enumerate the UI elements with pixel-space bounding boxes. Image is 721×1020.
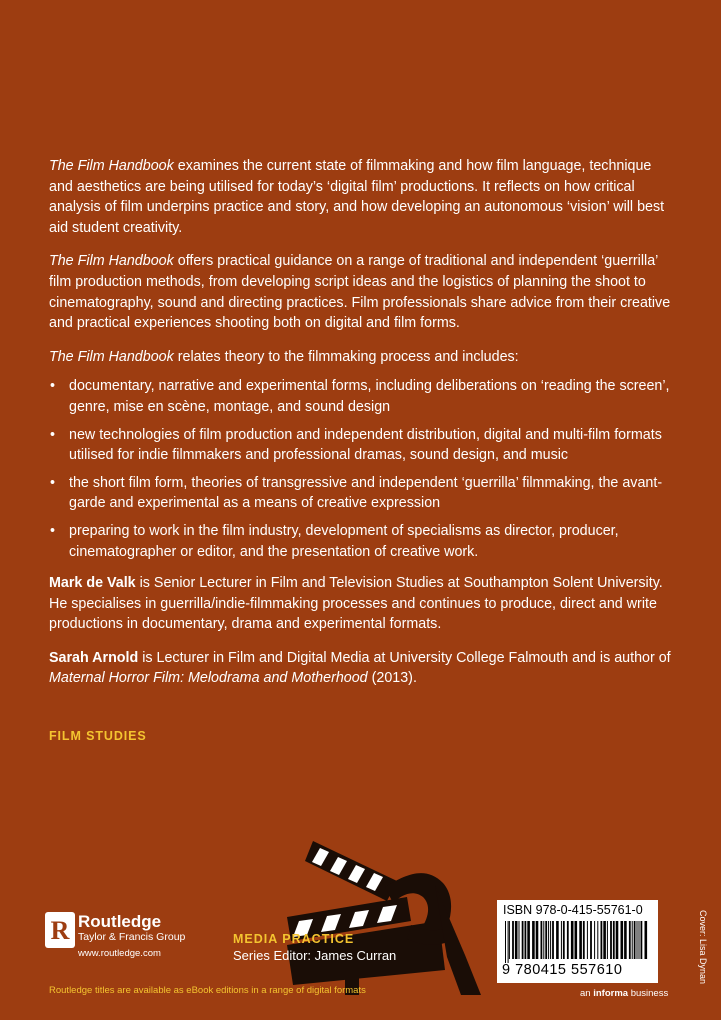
barcode-bar	[552, 921, 554, 959]
barcode-bar	[632, 921, 633, 959]
subject-category: FILM STUDIES	[49, 729, 147, 743]
informa-tagline	[580, 988, 668, 999]
informa-prefix: an	[580, 988, 594, 999]
isbn-barcode	[497, 900, 658, 983]
barcode-bar	[613, 921, 615, 959]
barcode-bar	[594, 921, 595, 959]
svg-text:R: R	[50, 916, 70, 945]
barcode-bar	[536, 921, 539, 959]
barcode-bar	[563, 921, 565, 959]
barcode-bar	[587, 921, 588, 959]
barcode-bar	[601, 921, 603, 959]
publisher-url[interactable]: www.routledge.com	[78, 948, 161, 959]
blurb-paragraph-2	[49, 251, 674, 333]
barcode-bar	[556, 921, 559, 959]
barcode-bar	[603, 921, 606, 959]
barcode-bar	[527, 921, 530, 959]
barcode-bar	[641, 921, 643, 959]
publisher-name: Routledge	[78, 912, 162, 931]
book-title: The Film Handbook	[49, 158, 174, 174]
blurb-paragraph-3	[49, 347, 674, 368]
blurb-text: relates theory to the filmmaking process and includes:	[173, 348, 519, 365]
barcode-bar	[567, 921, 569, 959]
clapperboard-icon	[225, 825, 485, 995]
barcode-bar	[522, 921, 524, 959]
barcode-bar	[624, 921, 627, 959]
series-editor: Series Editor: James Curran	[233, 948, 397, 963]
feature-item: • preparing to work in the film industry, development of specialisms as director, producer, cinematographer or editor, and the presentation of creative work.	[49, 521, 674, 562]
barcode-bar	[548, 921, 549, 959]
author-bio-text: is Senior Lecturer in Film and Television Studies at Southampton Solent University. He specialises in guerrilla/indie-filmmaking processes and continues to produce, direct and write productions in documentary, drama and experimental formats.	[49, 575, 663, 633]
barcode-bar	[629, 921, 631, 959]
barcode-bar	[512, 921, 514, 959]
barcode-bar	[532, 921, 535, 959]
barcode-bar	[519, 921, 520, 959]
barcode-bar	[543, 921, 544, 959]
publisher-block	[78, 913, 185, 960]
blurb-text: examines the current state of filmmaking and how film language, technique and aesthetics are being utilised for today’s ‘digital film’ productions. It reflects on how critical analysis of film underpins practice and story, and how developing an autonomous ‘vision’ will best aid student creativity.	[49, 158, 665, 236]
barcode-bar	[639, 921, 640, 959]
barcode-bar	[621, 921, 624, 959]
barcode-bar	[607, 921, 608, 959]
book-title: The Film Handbook	[49, 348, 174, 365]
barcode-bar	[505, 921, 506, 963]
feature-item: • documentary, narrative and experimental forms, including deliberations on ‘reading the screen’, genre, mise en scène, montage, and sound design	[49, 376, 674, 417]
publisher-group: Taylor & Francis Group	[78, 931, 186, 943]
feature-list	[49, 376, 674, 562]
barcode-bar	[525, 921, 527, 959]
barcode-bar	[634, 921, 636, 959]
barcode-bar	[579, 921, 582, 959]
ebook-note: Routledge titles are available as eBook editions in a range of digital formats	[49, 985, 366, 996]
barcode-bar	[597, 921, 598, 959]
barcode-bar	[509, 921, 510, 959]
author-book-title: Maternal Horror Film: Melodrama and Motherhood	[49, 670, 368, 687]
barcode-digits: 9 780415 557610	[502, 962, 623, 978]
blurb	[49, 156, 674, 702]
author-bio-2	[49, 648, 674, 689]
author-bio-text: (2013).	[367, 670, 417, 687]
author-name: Sarah Arnold	[49, 649, 139, 666]
isbn-number: ISBN 978-0-415-55761-0	[503, 903, 643, 917]
informa-brand: informa	[593, 988, 629, 999]
blurb-text: offers practical guidance on a range of traditional and independent ‘guerrilla’ film production methods, from developing script ideas and the logistics of planning the shoot to cinematography, sound and directing practices. Film professionals share advice from their creative and practical experiences shooting both on digital and film forms.	[49, 253, 671, 332]
barcode-bar	[515, 921, 518, 959]
author-name: Mark de Valk	[49, 575, 136, 592]
barcode-bar	[590, 921, 592, 959]
routledge-logo-icon	[45, 912, 75, 948]
barcode-bar	[541, 921, 543, 959]
cover-credit: Cover: Lisa Dynan	[698, 909, 708, 985]
barcode-bar	[575, 921, 578, 959]
barcode-bar	[583, 921, 585, 959]
barcode-bar	[637, 921, 638, 959]
series-block	[233, 931, 396, 964]
series-name: MEDIA PRACTICE	[233, 932, 355, 946]
barcode-bar	[545, 921, 547, 959]
barcode-bar	[550, 921, 551, 959]
informa-suffix: business	[628, 988, 669, 999]
blurb-paragraph-1	[49, 156, 674, 238]
author-bio-1	[49, 573, 674, 635]
barcode-bar	[645, 921, 648, 959]
barcode-bar	[616, 921, 619, 959]
author-bio-text: is Lecturer in Film and Digital Media at University College Falmouth and is author of	[138, 649, 671, 666]
feature-item: • the short film form, theories of transgressive and independent ‘guerrilla’ filmmaking, the avant-garde and experimental as a means of creative expression	[49, 473, 674, 514]
barcode-bar	[508, 921, 509, 963]
barcode-bar	[561, 921, 562, 959]
barcode-bar	[610, 921, 612, 959]
book-title: The Film Handbook	[49, 253, 174, 270]
barcode-bar	[571, 921, 574, 959]
feature-item: • new technologies of film production and independent distribution, digital and multi-film formats utilised for indie filmmakers and professional dramas, sound design, and music	[49, 425, 674, 466]
barcode-bars	[505, 921, 652, 963]
